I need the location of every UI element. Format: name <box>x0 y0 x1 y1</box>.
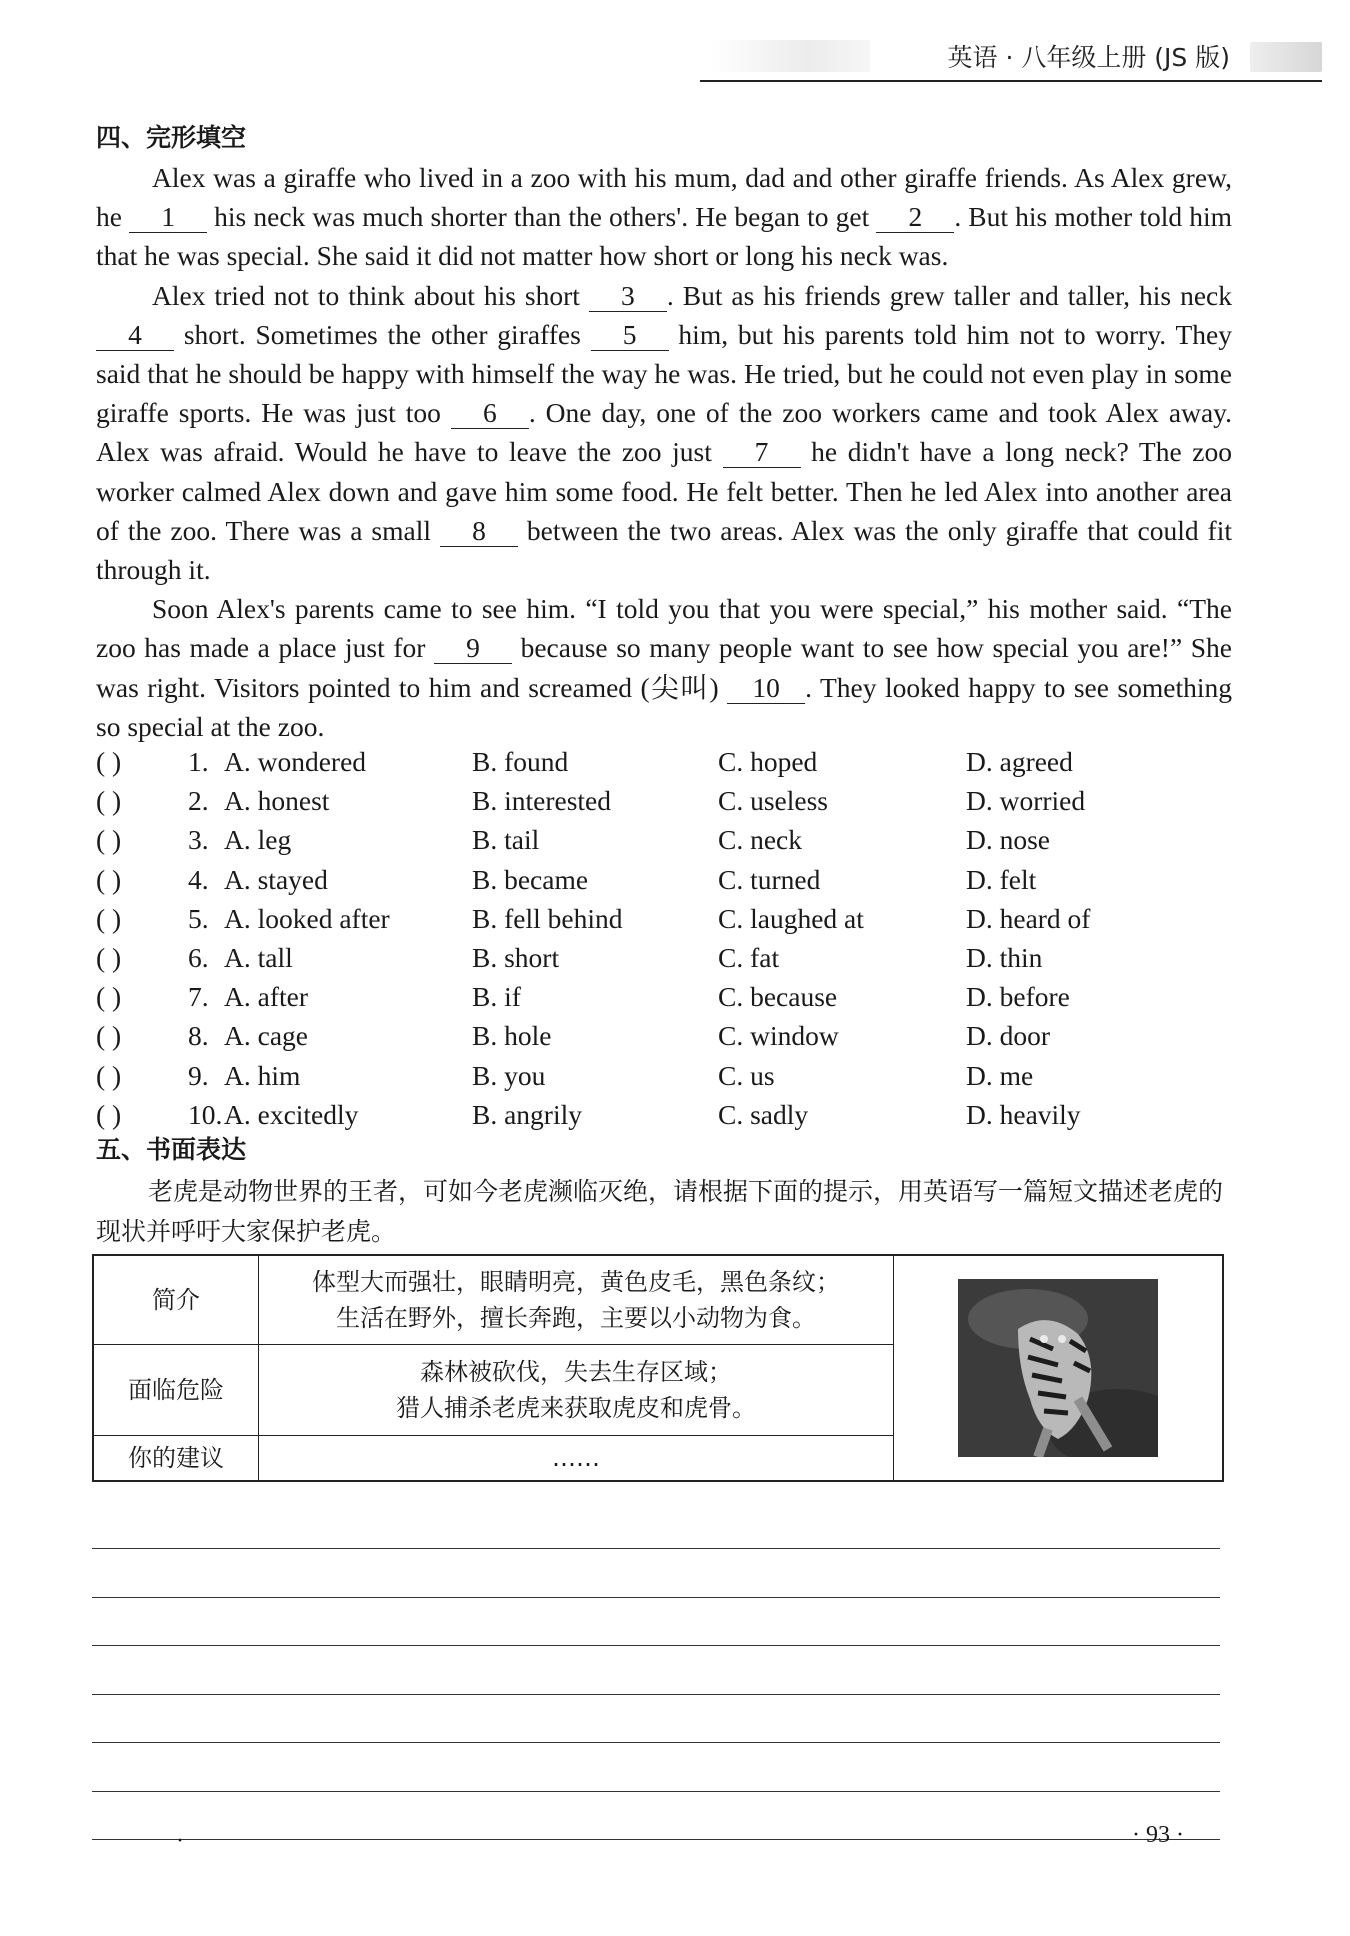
writing-prompt: 老虎是动物世界的王者，可如今老虎濒临灭绝，请根据下面的提示，用英语写一篇短文描述老虎的现状并呼吁大家保护老虎。 <box>96 1177 1224 1246</box>
option-d[interactable]: D. heard of <box>966 902 1091 934</box>
row-content <box>259 1255 894 1345</box>
option-d[interactable]: D. nose <box>966 824 1051 856</box>
answer-paren[interactable]: ( ) <box>96 1059 122 1091</box>
option-a[interactable]: A. wondered <box>224 746 367 777</box>
row-content <box>259 1345 894 1436</box>
content-line: 猎人捕杀老虎来获取虎皮和虎骨。 <box>396 1394 756 1422</box>
writing-line[interactable] <box>92 1548 1220 1549</box>
answer-blank[interactable]: 1 <box>129 202 207 233</box>
cloze-options <box>96 742 1236 1134</box>
content-line: 体型大而强壮，眼睛明亮，黄色皮毛，黑色条纹； <box>312 1268 840 1296</box>
answer-blank[interactable]: 6 <box>451 398 529 429</box>
passage-text: between the two areas. Alex was the only giraffe that could fit through it. <box>96 514 1232 586</box>
passage-text: because so many people want to see how special you are!” She was right. Visitors pointed to him and screamed (尖叫) <box>96 632 1232 703</box>
option-a[interactable]: A. after <box>224 981 308 1013</box>
question-row <box>96 938 1236 977</box>
row-label: 你的建议 <box>93 1436 259 1482</box>
answer-paren[interactable]: ( ) <box>96 1020 122 1052</box>
question-number: 1. <box>188 746 209 777</box>
passage-text: him, but his parents told him not to worry. They said that he should be happy with himself the way he was. He tried, but he could not even play in some giraffe sports. He was just too <box>96 318 1232 429</box>
option-a[interactable]: A. him <box>224 1059 301 1091</box>
option-b[interactable]: B. found <box>472 746 569 777</box>
writing-line[interactable] <box>92 1742 1220 1743</box>
answer-paren[interactable]: ( ) <box>96 941 122 973</box>
answer-blank[interactable]: 8 <box>440 516 518 547</box>
option-c[interactable]: C. window <box>718 1020 839 1052</box>
header-tab <box>1250 42 1322 72</box>
passage-text: . But as his friends grew taller and taller, his neck <box>666 279 1232 311</box>
option-c[interactable]: C. hoped <box>718 746 818 777</box>
option-b[interactable]: B. tail <box>472 824 540 856</box>
row-content <box>259 1436 894 1482</box>
writing-line[interactable] <box>92 1597 1220 1598</box>
question-number: 8. <box>188 1020 209 1052</box>
question-number: 10. <box>188 1098 223 1130</box>
passage-text: . They looked happy to see something so special at the zoo. <box>96 671 1232 742</box>
content-line: …… <box>552 1444 600 1472</box>
option-d[interactable]: D. me <box>966 1059 1034 1091</box>
question-number: 5. <box>188 902 209 934</box>
question-row <box>96 1016 1236 1055</box>
question-row <box>96 742 1236 781</box>
question-row <box>96 899 1236 938</box>
passage-text: Soon Alex's parents came to see him. “I told you that you were special,” his mother said. “The zoo has made a place just for <box>96 593 1232 664</box>
passage-text: Alex was a giraffe who lived in a zoo with his mum, dad and other giraffe friends. As Alex grew, he <box>96 162 1232 233</box>
answer-paren[interactable]: ( ) <box>96 746 122 777</box>
answer-paren[interactable]: ( ) <box>96 824 122 856</box>
option-b[interactable]: B. if <box>472 981 521 1013</box>
option-a[interactable]: A. excitedly <box>224 1098 359 1130</box>
cloze-passage <box>96 158 1232 746</box>
section-5-title: 五、书面表达 <box>96 1135 247 1164</box>
answer-blank[interactable]: 9 <box>434 633 512 664</box>
question-row <box>96 977 1236 1016</box>
option-c[interactable]: C. us <box>718 1059 775 1091</box>
question-number: 9. <box>188 1059 209 1091</box>
content-line: 生活在野外，擅长奔跑，主要以小动物为食。 <box>336 1304 816 1332</box>
page-header <box>700 36 1322 82</box>
option-a[interactable]: A. stayed <box>224 863 328 895</box>
section-4-title: 四、完形填空 <box>96 123 247 152</box>
option-a[interactable]: A. leg <box>224 824 292 856</box>
passage-text: . One day, one of the zoo workers came and took Alex away. Alex was afraid. Would he have to leave the zoo just <box>96 397 1232 468</box>
option-c[interactable]: C. neck <box>718 824 803 856</box>
answer-paren[interactable]: ( ) <box>96 1098 122 1130</box>
option-b[interactable]: B. you <box>472 1059 546 1091</box>
content-line: 森林被砍伐，失去生存区域； <box>420 1358 732 1386</box>
answer-paren[interactable]: ( ) <box>96 981 122 1013</box>
option-a[interactable]: A. honest <box>224 785 330 817</box>
option-d[interactable]: D. before <box>966 981 1070 1013</box>
header-decoration <box>710 40 870 72</box>
answer-blank[interactable]: 5 <box>591 320 669 351</box>
tiger-photo <box>958 1279 1158 1457</box>
answer-paren[interactable]: ( ) <box>96 863 122 895</box>
answer-paren[interactable]: ( ) <box>96 902 122 934</box>
question-number: 6. <box>188 941 209 973</box>
answer-blank[interactable]: 10 <box>727 673 805 704</box>
option-b[interactable]: B. angrily <box>472 1098 582 1130</box>
option-a[interactable]: A. cage <box>224 1020 308 1052</box>
passage-text: . But his mother told him that he was special. She said it did not matter how short or long his neck was. <box>96 201 1232 272</box>
question-row <box>96 820 1236 859</box>
question-number: 2. <box>188 785 209 817</box>
question-number: 4. <box>188 863 209 895</box>
option-d[interactable]: D. door <box>966 1020 1051 1052</box>
option-b[interactable]: B. fell behind <box>472 902 623 934</box>
passage-text: short. Sometimes the other giraffes <box>174 318 591 350</box>
option-b[interactable]: B. became <box>472 863 589 895</box>
option-a[interactable]: A. looked after <box>224 902 390 934</box>
passage-text: he didn't have a long neck? The zoo worker calmed Alex down and gave him some food. He felt better. Then he led Alex into another area of the zoo. There was a small <box>96 436 1232 546</box>
option-c[interactable]: C. laughed at <box>718 902 864 934</box>
question-row <box>96 781 1236 820</box>
footer-dot: · <box>176 1828 184 1854</box>
passage-text: Alex tried not to think about his short <box>152 279 589 311</box>
option-d[interactable]: D. felt <box>966 863 1037 895</box>
passage-paragraph <box>96 589 1232 746</box>
question-number: 3. <box>188 824 209 856</box>
writing-line[interactable] <box>92 1791 1220 1792</box>
option-d[interactable]: D. thin <box>966 941 1043 973</box>
passage-paragraph <box>96 158 1232 276</box>
option-c[interactable]: C. because <box>718 981 838 1013</box>
page-number: · 93 · <box>1132 1822 1184 1848</box>
writing-line[interactable] <box>92 1839 1220 1840</box>
option-d[interactable]: D. agreed <box>966 746 1073 777</box>
option-a[interactable]: A. tall <box>224 941 293 973</box>
row-label: 简介 <box>93 1255 259 1345</box>
option-b[interactable]: B. interested <box>472 785 611 817</box>
row-label: 面临危险 <box>93 1345 259 1436</box>
option-c[interactable]: C. fat <box>718 941 780 973</box>
option-c[interactable]: C. turned <box>718 863 821 895</box>
question-row <box>96 1056 1236 1095</box>
hint-table <box>92 1254 1224 1482</box>
answer-blank[interactable]: 4 <box>96 320 174 351</box>
question-number: 7. <box>188 981 209 1013</box>
answer-blank[interactable]: 7 <box>723 437 801 468</box>
writing-line[interactable] <box>92 1694 1220 1695</box>
passage-paragraph <box>96 276 1232 590</box>
option-b[interactable]: B. short <box>472 941 560 973</box>
table-row <box>93 1255 1223 1345</box>
option-b[interactable]: B. hole <box>472 1020 552 1052</box>
answer-paren[interactable]: ( ) <box>96 785 122 817</box>
option-d[interactable]: D. worried <box>966 785 1086 817</box>
question-row <box>96 860 1236 899</box>
book-title: 英语 · 八年级上册 (JS 版) <box>947 43 1230 72</box>
option-c[interactable]: C. sadly <box>718 1098 809 1130</box>
image-cell <box>894 1255 1224 1481</box>
option-d[interactable]: D. heavily <box>966 1098 1081 1130</box>
answer-blank[interactable]: 2 <box>876 202 954 233</box>
answer-blank[interactable]: 3 <box>589 281 667 312</box>
passage-text: his neck was much shorter than the others'. He began to get <box>207 201 877 233</box>
option-c[interactable]: C. useless <box>718 785 828 817</box>
question-row <box>96 1095 1236 1134</box>
writing-line[interactable] <box>92 1645 1220 1646</box>
